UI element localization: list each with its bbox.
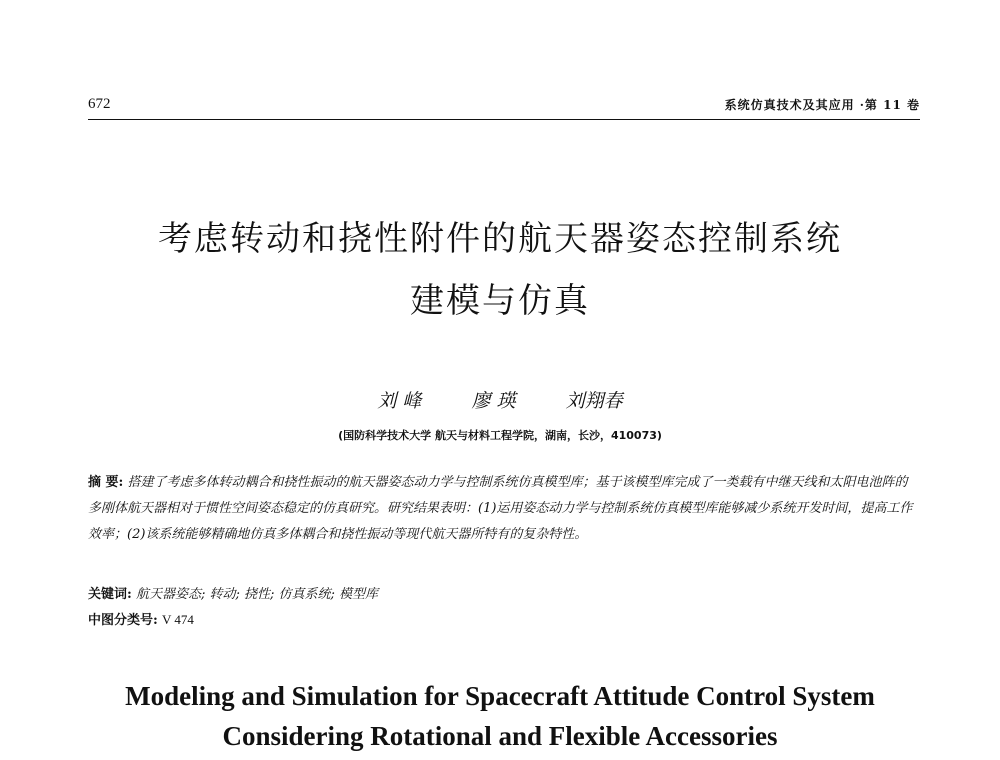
title-english-line-2: Considering Rotational and Flexible Accessories — [222, 721, 778, 751]
affiliation: (国防科学技术大学 航天与材料工程学院，湖南，长沙，410073) — [338, 429, 662, 442]
title-english-line-1: Modeling and Simulation for Spacecraft Attitude Control System — [125, 681, 875, 711]
abstract-label: 摘 要: — [88, 475, 124, 490]
author-list — [100, 386, 900, 413]
running-header — [88, 96, 920, 118]
keywords-text: 航天器姿态; 转动; 挠性; 仿真系统; 模型库 — [135, 587, 379, 602]
journal-volume-info: 系统仿真技术及其应用 ·第 11 卷 — [724, 98, 920, 112]
title-english — [40, 676, 960, 756]
title-chinese — [80, 208, 920, 332]
title-chinese-line-2: 建模与仿真 — [410, 281, 590, 321]
abstract-text: 搭建了考虑多体转动耦合和挠性振动的航天器姿态动力学与控制系统仿真模型库；基于该模型库完成了一类载有中继天线和太阳电池阵的多刚体航天器相对于惯性空间姿态稳定的仿真研究。研究结果表明：(1)运用姿态动力学与控制系统仿真模型库能够减少系统开发时间，提高工作效率；(2)该系统能够精确地仿真多体耦合和挠性振动等现代航天器所特有的复杂特性。 — [88, 475, 913, 542]
author-name: 廖 瑛 — [471, 390, 516, 412]
author-name: 刘翔春 — [565, 390, 623, 412]
title-chinese-line-1: 考虑转动和挠性附件的航天器姿态控制系统 — [158, 219, 842, 259]
keywords — [88, 583, 920, 602]
abstract — [88, 470, 920, 548]
classification-number — [88, 609, 920, 628]
page-number: 672 — [88, 96, 111, 112]
header-rule — [88, 119, 920, 120]
keywords-label: 关键词: — [88, 587, 132, 602]
classification-value: V 474 — [161, 612, 194, 627]
author-name: 刘 峰 — [377, 390, 422, 412]
classification-label: 中图分类号: — [88, 613, 158, 628]
